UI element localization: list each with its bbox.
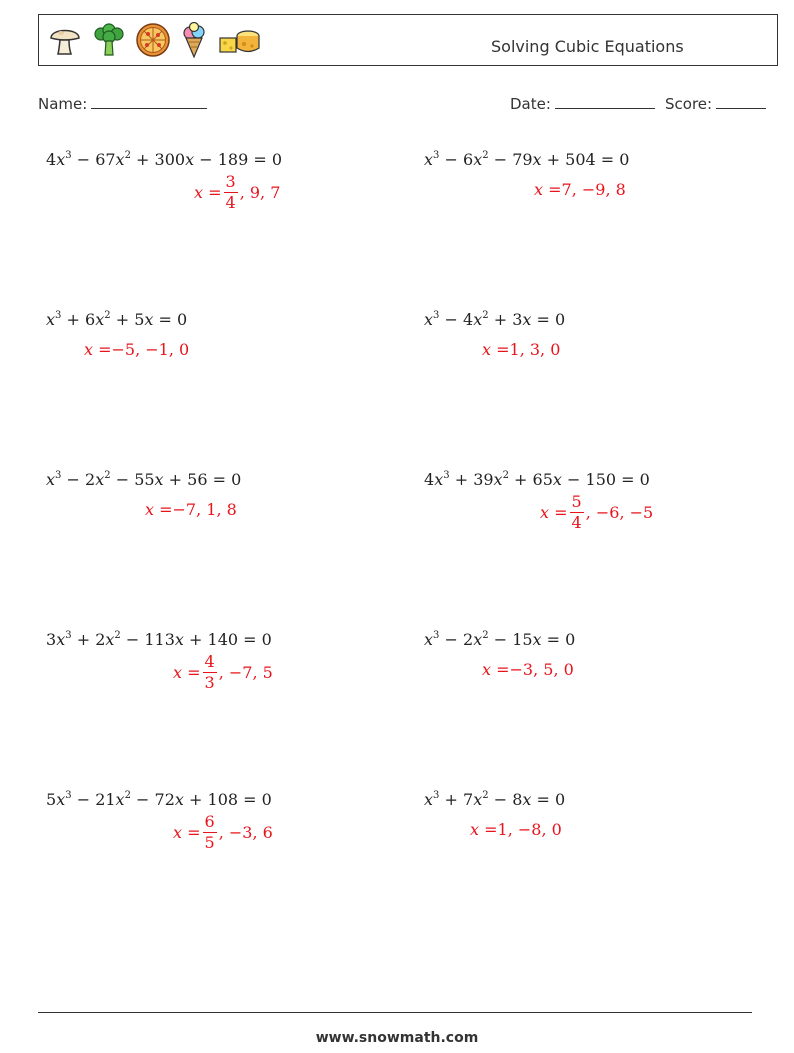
answer-4: x = 1, 3, 0 [482, 340, 561, 359]
answer-5: x = −7, 1, 8 [145, 500, 237, 519]
answer-7: x = $\frac{4}{3}$ , −7, 5 [173, 652, 273, 692]
cheese-icon [217, 22, 261, 58]
ice-cream-icon [179, 22, 209, 58]
mushroom-icon [47, 22, 83, 58]
equation-1: $4x^3 - 67x^2 + 300x - 189 = 0$ [46, 150, 283, 169]
name-label: Name: [38, 95, 88, 113]
broccoli-icon [91, 22, 127, 58]
answer-6: x = $\frac{5}{4}$ , −6, −5 [540, 492, 654, 532]
equation-8: $x^3 - 2x^2 - 15x = 0$ [424, 630, 576, 649]
equation-5: $x^3 - 2x^2 - 55x + 56 = 0$ [46, 470, 242, 489]
equation-6: $4x^3 + 39x^2 + 65x - 150 = 0$ [424, 470, 650, 489]
footer-divider [38, 1012, 752, 1013]
worksheet-title: Solving Cubic Equations [491, 37, 684, 56]
name-field[interactable] [38, 93, 207, 113]
answer-2: x = 7, −9, 8 [534, 180, 626, 199]
score-label: Score: [665, 95, 713, 113]
pizza-icon [135, 22, 171, 58]
equation-9: $5x^3 - 21x^2 - 72x + 108 = 0$ [46, 790, 272, 809]
equation-10: $x^3 + 7x^2 - 8x = 0$ [424, 790, 566, 809]
answer-1: x = $\frac{3}{4}$ , 9, 7 [194, 172, 281, 212]
score-blank[interactable] [716, 93, 766, 109]
date-field[interactable] [510, 93, 655, 113]
name-blank[interactable] [91, 93, 207, 109]
equation-4: $x^3 - 4x^2 + 3x = 0$ [424, 310, 566, 329]
equation-7: $3x^3 + 2x^2 - 113x + 140 = 0$ [46, 630, 272, 649]
date-blank[interactable] [555, 93, 655, 109]
header-icons [47, 22, 261, 58]
answer-8: x = −3, 5, 0 [482, 660, 574, 679]
answer-9: x = $\frac{6}{5}$ , −3, 6 [173, 812, 273, 852]
date-label: Date: [510, 95, 551, 113]
answer-10: x = 1, −8, 0 [470, 820, 562, 839]
footer-url: www.snowmath.com [315, 1030, 479, 1046]
equation-2: $x^3 - 6x^2 - 79x + 504 = 0$ [424, 150, 630, 169]
answer-3: x = −5, −1, 0 [84, 340, 190, 359]
worksheet-header [38, 14, 778, 66]
equation-3: $x^3 + 6x^2 + 5x = 0$ [46, 310, 188, 329]
score-field[interactable] [665, 93, 766, 113]
